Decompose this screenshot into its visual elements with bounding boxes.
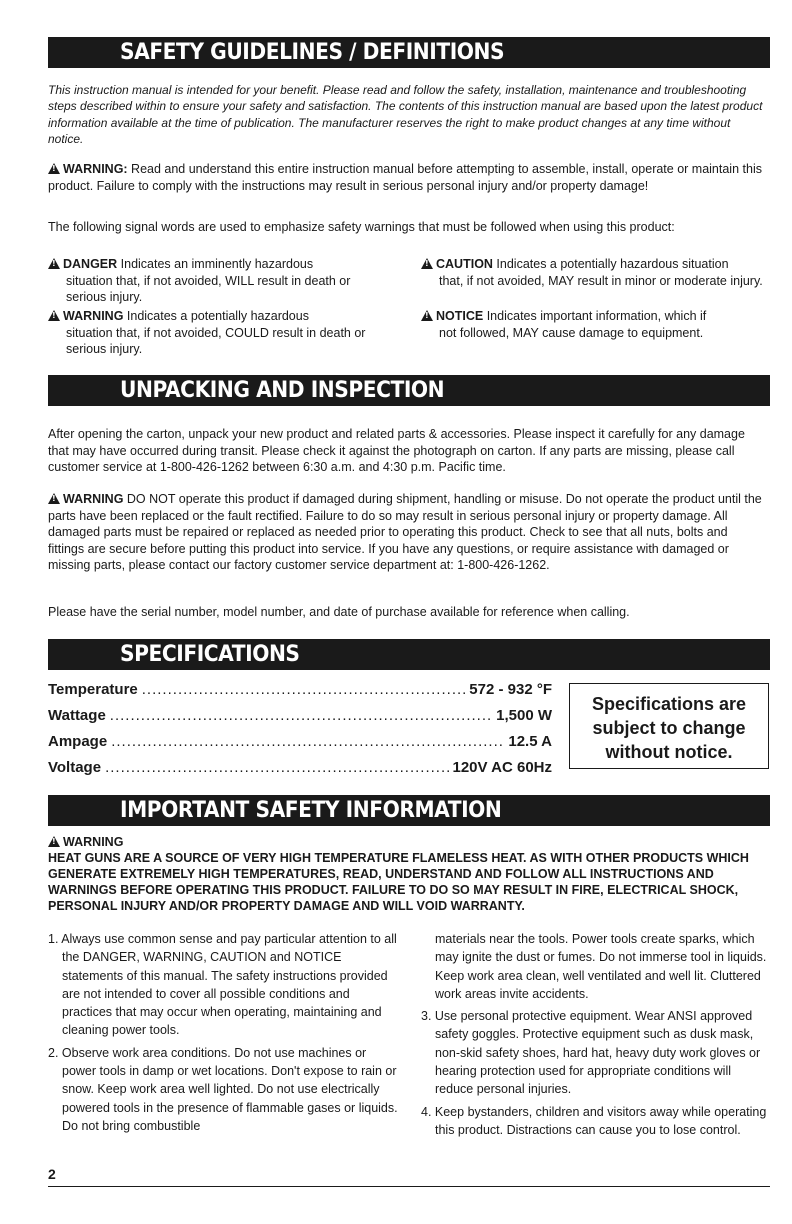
leader-dots — [111, 733, 504, 750]
warning-triangle-icon — [48, 258, 60, 269]
serial-number-note: Please have the serial number, model number, and date of purchase available for reference when calling. — [48, 605, 630, 619]
warning-continued: situation that, if not avoided, COULD result in death or serious injury. — [66, 325, 366, 356]
warning-triangle-icon — [48, 310, 60, 321]
section-title: SPECIFICATIONS — [120, 642, 300, 667]
section-title: UNPACKING AND INSPECTION — [120, 378, 445, 403]
warning-triangle-icon — [421, 310, 433, 321]
signal-intro: The following signal words are used to emphasize safety warnings that must be followed when using this product: — [48, 220, 675, 234]
list-item-continued: materials near the tools. Power tools create sparks, which may ignite the dust or fumes. Do not immerse tool in liquids. Keep work area clean, well ventilated and well lit. Cluttered work areas invite accidents. — [435, 932, 767, 1001]
heat-gun-warning: HEAT GUNS ARE A SOURCE OF VERY HIGH TEMPERATURE FLAMELESS HEAT. AS WITH OTHER PRODUCTS WHICH GENERATE EXTREMELY HIGH TEMPERATURES, READ, UNDERSTAND AND FOLLOW ALL INSTRUCTIONS AND WARNINGS BEFORE OPERATING THIS PRODUCT. FAILURE TO DO SO MAY RESULT IN FIRE, ELECTRICAL SHOCK, PERSONAL INJURY AND/OR PROPERTY DAMAGE AND WILL VOID WARRANTY. — [48, 851, 749, 913]
section-title: SAFETY GUIDELINES / DEFINITIONS — [120, 40, 505, 65]
notice-text: Indicates important information, which if — [483, 309, 707, 323]
danger-continued: situation that, if not avoided, WILL result in death or serious injury. — [66, 273, 351, 304]
list-item: 4. Keep bystanders, children and visitors away while operating this product. Distractions can cause you to lose control. — [421, 1104, 767, 1137]
danger-text: Indicates an imminently hazardous — [117, 257, 314, 271]
spec-label: Ampage — [48, 733, 108, 750]
spec-value: 572 - 932 °F — [469, 681, 552, 698]
notice-continued: not followed, MAY cause damage to equipment. — [439, 325, 704, 340]
leader-dots — [110, 707, 492, 724]
spec-label: Voltage — [48, 759, 102, 776]
spec-row-wattage — [48, 707, 552, 724]
section-header-important — [48, 795, 770, 826]
caution-continued: that, if not avoided, MAY result in minor or moderate injury. — [439, 273, 763, 288]
warning-triangle-icon — [48, 493, 60, 504]
section-header-specifications — [48, 639, 770, 670]
warning-text: Indicates a potentially hazardous — [123, 309, 309, 323]
section-title: IMPORTANT SAFETY INFORMATION — [120, 798, 502, 823]
warning-triangle-icon — [421, 258, 433, 269]
warning-text: DO NOT operate this product if damaged during shipment, handling or misuse. Do not operate the product until the parts have been replaced or the fault rectified. Failure to do so may result in serious personal injury or property damage. All damaged parts must be repaired or replaced as needed prior to operating this product. Check to see that all nuts, bolts and fittings are secure before putting this product into service. If you have any questions, or require assistance with damaged or missing parts, please contact our factory customer service department at: 1-800-426-1262. — [48, 492, 762, 572]
specifications-notice-box — [569, 683, 769, 769]
spec-row-ampage — [48, 733, 552, 750]
caution-text: Indicates a potentially hazardous situation — [492, 257, 729, 271]
spec-row-temperature — [48, 681, 552, 698]
important-warning-heading — [48, 834, 123, 851]
leader-dots — [105, 759, 448, 776]
warning-keyword: WARNING — [63, 492, 124, 506]
spec-value: 1,500 W — [496, 707, 552, 724]
list-item: 1. Always use common sense and pay particular attention to all the DANGER, WARNING, CAUTION and NOTICE statements of this manual. The safety instructions provided are not intended to cover all possible conditions and practices that may occur when operating, maintaining and cleaning power tools. — [48, 932, 397, 1038]
warning-keyword: WARNING: — [63, 162, 128, 176]
page-number: 2 — [48, 1166, 56, 1182]
spec-label: Temperature — [48, 681, 138, 698]
caution-keyword: CAUTION — [436, 257, 493, 271]
unpacking-paragraph: After opening the carton, unpack your new product and related parts & accessories. Please inspect it carefully for any damage that may have occurred during transit. Please check it against the photograph on carton. If any parts are missing, please call customer service at 1-800-426-1262 between 6:30 a.m. and 4:30 p.m. Pacific time. — [48, 427, 745, 474]
signal-warning — [48, 308, 393, 358]
notice-line: Specifications are — [591, 694, 747, 714]
notice-line: subject to change — [592, 718, 746, 738]
leader-dots — [142, 681, 466, 698]
intro-paragraph: This instruction manual is intended for your benefit. Please read and follow the safety, installation, maintenance and troubleshooting steps described within to ensure your safety and satisfaction. The contents of this instruction manual are based upon the latest product information available at the time of publication. The manufacturer reserves the right to make product changes at any time without notice. — [48, 83, 763, 146]
spec-value: 12.5 A — [508, 733, 552, 750]
signal-notice — [421, 308, 766, 341]
footer-rule — [48, 1186, 770, 1187]
section-header-unpacking — [48, 375, 770, 406]
spec-value: 120V AC 60Hz — [452, 759, 552, 776]
warning-triangle-icon — [48, 163, 60, 174]
notice-keyword: NOTICE — [436, 309, 484, 323]
general-warning — [48, 161, 766, 194]
warning-text: Read and understand this entire instruction manual before attempting to assemble, install, operate or maintain this product. Failure to comply with the instructions may result in serious personal injury and/or property damage! — [48, 162, 762, 193]
danger-keyword: DANGER — [63, 257, 118, 271]
section-header-safety — [48, 37, 770, 68]
list-item: 2. Observe work area conditions. Do not use machines or power tools in damp or wet locations. Don't expose to rain or snow. Keep work area well lighted. Do not use electrically powered tools in the presence of flammable gases or liquids. Do not bring combustible — [48, 1045, 398, 1133]
unpacking-warning — [48, 491, 766, 574]
safety-list-right — [421, 930, 770, 1143]
signal-caution — [421, 256, 766, 289]
warning-triangle-icon — [48, 836, 60, 847]
safety-list-left — [48, 930, 398, 1139]
list-item: 3. Use personal protective equipment. Wear ANSI approved safety goggles. Protective equipment such as dusk mask, non-skid safety shoes, hard hat, heavy duty work gloves or hearing protection used for appropriate conditions will reduce personal injuries. — [421, 1009, 761, 1097]
spec-label: Wattage — [48, 707, 106, 724]
warning-keyword: WARNING — [63, 835, 124, 849]
warning-keyword: WARNING — [63, 309, 124, 323]
notice-line: without notice. — [605, 742, 733, 762]
spec-row-voltage — [48, 759, 552, 776]
signal-danger — [48, 256, 393, 306]
